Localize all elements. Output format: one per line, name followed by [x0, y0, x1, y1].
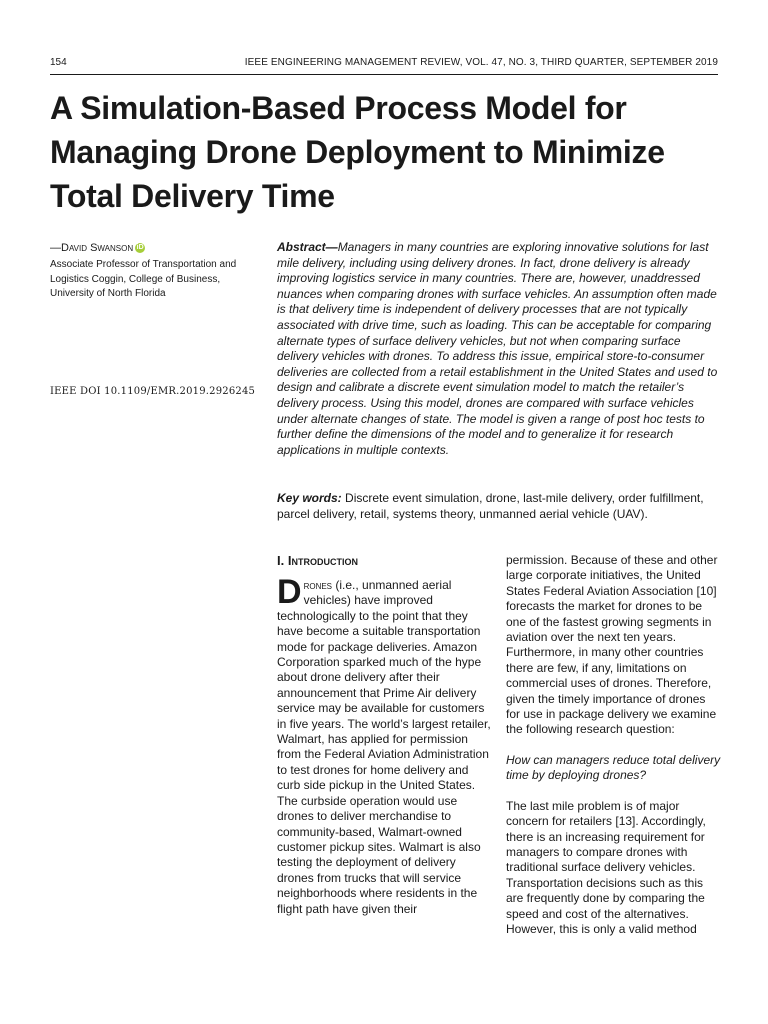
dropcap: D	[277, 573, 302, 611]
abstract-label: Abstract—	[277, 240, 338, 254]
intro-column-1-text: (i.e., unmanned aerial vehicles) have improved technologically to the point that they have become a suitable transportation mode for package deliveries. Amazon Corporation sparked much of the hype about drone delivery after their announcement that Prime Air delivery service may be available for customers in five years. The world’s largest retailer, Walmart, has applied for permission from the Federal Aviation Administration to test drones for home delivery and curb side pickup in the United States. The curbside operation would use drones to deliver merchandise to community-based, Walmart-owned customer pickup sites. Walmart is also testing the deployment of delivery drones from trucks that will service neighborhoods where residents in the flight path have given their	[277, 578, 491, 916]
keywords-label: Key words:	[277, 491, 342, 505]
article-title: A Simulation-Based Process Model for Managing Drone Deployment to Minimize Total Delivery Time	[50, 90, 665, 214]
keywords-text: Discrete event simulation, drone, last-mile delivery, order fulfillment, parcel delivery, retail, systems theory, unmanned aerial vehicle (UAV).	[277, 491, 704, 521]
author-dash: —	[50, 242, 61, 254]
lead-smallcaps: rones	[303, 578, 333, 592]
section-heading-number: I.	[277, 553, 288, 568]
intro-paragraph: permission. Because of these and other large corporate initiatives, the United States Federal Aviation Association [10] forecasts the market for drones to be one of the fastest growing segments in aviation over the next ten years. Furthermore, in many other countries there are few, if any, limitations on commercial uses of drones. Therefore, given the timely importance of drones for use in package delivery we examine the following research question:	[506, 553, 718, 737]
section-heading	[277, 553, 358, 568]
intro-column-1	[277, 573, 495, 917]
doi: IEEE DOI 10.1109/EMR.2019.2926245	[50, 386, 256, 397]
author-line	[50, 242, 260, 254]
orcid-icon[interactable]: iD	[136, 244, 144, 251]
running-head: IEEE ENGINEERING MANAGEMENT REVIEW, VOL. 47, NO. 3, THIRD QUARTER, SEPTEMBER 2019	[244, 57, 718, 68]
author-affiliation: Associate Professor of Transportation and Logistics Coggin, College of Business, University of North Florida	[50, 259, 237, 299]
abstract	[277, 240, 722, 458]
intro-column-2	[506, 553, 722, 937]
section-heading-rest: ntroduction	[291, 553, 358, 568]
header-rule	[50, 74, 718, 75]
intro-paragraph-2: The last mile problem is of major concern for retailers [13]. Accordingly, there is an increasing requirement for managers to compare drones with traditional surface delivery vehicles. Transportation decisions such as this are frequently done by comparing the speed and cost of the alternatives. However, this is only a valid method	[506, 798, 706, 936]
abstract-text: Managers in many countries are exploring innovative solutions for last mile delivery, including using delivery drones. In fact, drone delivery is already improving logistics service in many countries. There are, however, unaddressed nuances when comparing drones with surface vehicles. An assumption often made is that delivery time is independent of delivery processes that are not typically associated with drive time, such as loading. This can be acceptable for comparing alternate types of surface delivery vehicles, but not when comparing surface delivery vehicles with drones. To address this issue, empirical store-to-consumer deliveries are collected from a retail establishment in the United States and used to design and calibrate a discrete event simulation model to match the retailer’s delivery process. Using this model, drones are compared with surface vehicles under alternate changes of state. The model is given a range of post hoc tests to further define the dimensions of the model and to generalize it for research applications in multiple contexts.	[277, 240, 718, 457]
section-heading-first: I	[287, 553, 292, 568]
page-number: 154	[50, 57, 67, 68]
research-question: How can managers reduce total delivery time by deploying drones?	[506, 752, 721, 783]
keywords	[277, 491, 722, 522]
author-name: David Swanson	[61, 242, 134, 254]
